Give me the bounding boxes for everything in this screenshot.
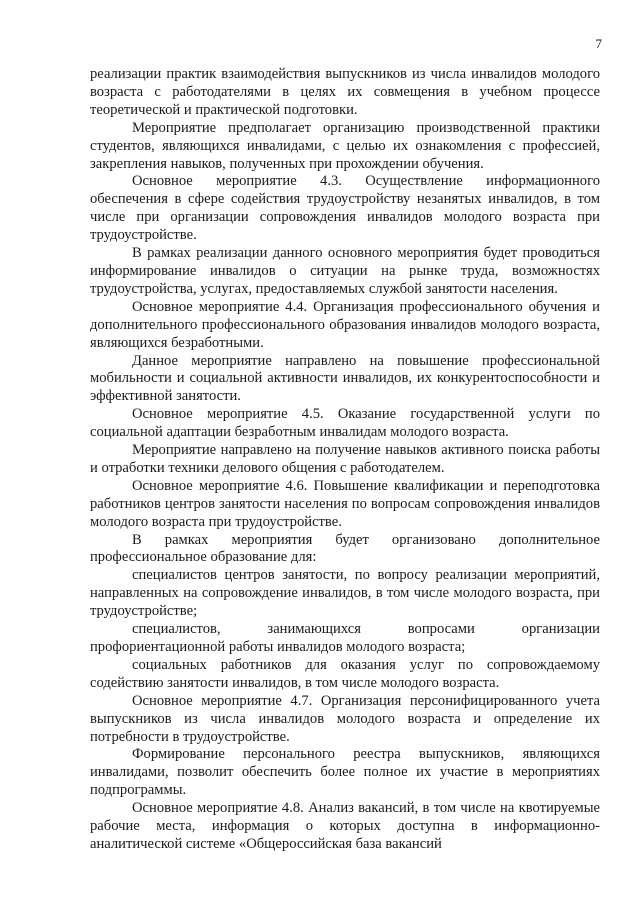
paragraph: В рамках мероприятия будет организовано дополнительное профессиональное образование для: [90, 531, 600, 566]
paragraph: Основное мероприятие 4.6. Повышение квалификации и переподготовка работников центров занятости населения по вопросам сопровождения инвалидов молодого возраста при трудоустройстве. [90, 477, 600, 530]
document-body [90, 66, 600, 854]
paragraph: Мероприятие направлено на получение навыков активного поиска работы и отработки техники делового общения с работодателем. [90, 442, 600, 476]
list-item: специалистов, занимающихся вопросами организации профориентационной работы инвалидов молодого возраста; [90, 621, 600, 655]
paragraph: Основное мероприятие 4.7. Организация персонифицированного учета выпускников из числа инвалидов молодого возраста и определение их потребности в трудоустройстве. [90, 692, 600, 745]
paragraph: Мероприятие предполагает организацию производственной практики студентов, являющихся инвалидами, с целью их ознакомления с профессией, закрепления навыков, полученных при прохождении обучения. [90, 119, 600, 172]
paragraph: Основное мероприятие 4.3. Осуществление информационного обеспечения в сфере содействия трудоустройству незанятых инвалидов, в том числе при организации сопровождения инвалидов молодого возраста при трудоустройстве. [90, 173, 600, 244]
list-item: специалистов центров занятости, по вопросу реализации мероприятий, направленных на сопровождение инвалидов, в том числе молодого возраста, при трудоустройстве; [90, 567, 600, 620]
list-item: социальных работников для оказания услуг по сопровождаемому содействию занятости инвалидов, в том числе молодого возраста. [90, 656, 600, 691]
paragraph: Основное мероприятие 4.8. Анализ вакансий, в том числе на квотируемые рабочие места, информация о которых доступна в информационно-аналитической системе «Общероссийская база вакансий [90, 800, 600, 852]
paragraph: реализации практик взаимодействия выпускников из числа инвалидов молодого возраста с работодателями в целях их совмещения в учебном процессе теоретической и практической подготовки. [90, 66, 600, 118]
page-number: 7 [595, 36, 602, 51]
paragraph: В рамках реализации данного основного мероприятия будет проводиться информирование инвалидов о ситуации на рынке труда, возможностях трудоустройства, услугах, предоставляемых службой занятости населения. [90, 245, 600, 297]
paragraph: Основное мероприятие 4.5. Оказание государственной услуги по социальной адаптации безработным инвалидам молодого возраста. [90, 406, 600, 441]
paragraph: Формирование персонального реестра выпускников, являющихся инвалидами, позволит обеспечить более полное их участие в мероприятиях подпрограммы. [90, 746, 600, 799]
paragraph: Данное мероприятие направлено на повышение профессиональной мобильности и социальной активности инвалидов, их конкурентоспособности и эффективной занятости. [90, 352, 600, 405]
paragraph: Основное мероприятие 4.4. Организация профессионального обучения и дополнительного профессионального образования инвалидов молодого возраста, являющихся безработными. [90, 298, 600, 351]
